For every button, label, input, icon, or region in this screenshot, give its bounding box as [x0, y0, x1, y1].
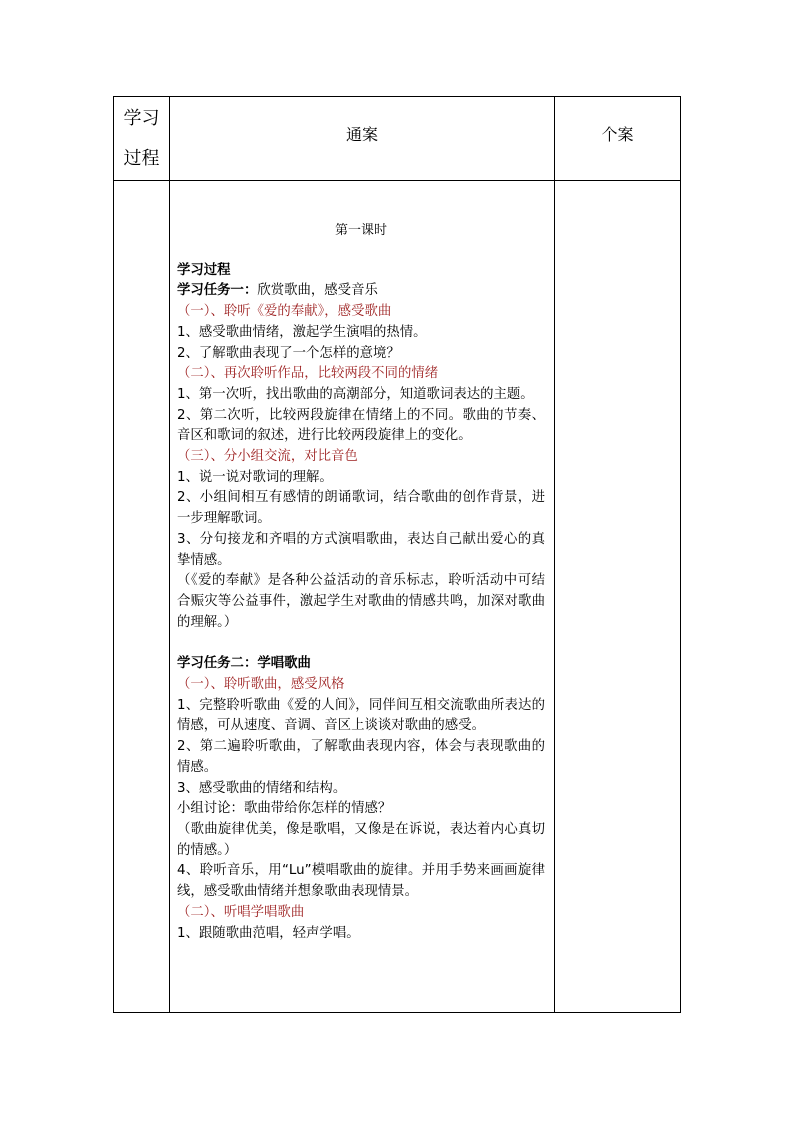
- general-plan-content: [177, 221, 545, 944]
- header-col1-line2: 过程: [123, 147, 160, 169]
- task1-part1-item-2: 2、了解歌曲表现了一个怎样的意境？: [177, 345, 400, 361]
- section-heading: 学习过程: [177, 262, 231, 278]
- task2-part1-discussion: 小组讨论：歌曲带给你怎样的情感？: [177, 801, 392, 817]
- header-col3-label: 个案: [601, 125, 634, 144]
- task1-part2-item-2: 2、第二次听，比较两段旋律在情绪上的不同。歌曲的节奏、音区和歌词的叙述，进行比较两段旋律上的变化。: [177, 407, 545, 444]
- task1-part1-item-1: 1、感受歌曲情绪，激起学生演唱的热情。: [177, 324, 427, 340]
- task1-part2-title: （二）、再次聆听作品，比较两段不同的情绪: [177, 366, 439, 382]
- header-cell-individual-plan: [555, 97, 681, 181]
- task2-part1-item-3: 3、感受歌曲的情绪和结构。: [177, 780, 347, 796]
- lesson-plan-table: [113, 96, 681, 1013]
- task2-part1-item-1: 1、完整聆听歌曲《爱的人间》，同伴间互相交流歌曲所表达的情感，可从速度、音调、音区上谈谈对歌曲的感受。: [177, 697, 545, 734]
- header-cell-learning-process: [114, 97, 170, 181]
- section-spacer: [177, 633, 545, 654]
- task2-heading: [177, 654, 545, 675]
- body-cell-individual-plan: [555, 181, 681, 1013]
- task2-part2-title: （二）、听唱学唱歌曲: [177, 904, 305, 920]
- task1-part3-item-2: 2、小组间相互有感情的朗诵歌词，结合歌曲的创作背景，进一步理解歌词。: [177, 490, 545, 527]
- task1-label: 学习任务一：: [177, 283, 258, 299]
- task1-part1-title: （一）、聆听《爱的奉献》，感受歌曲: [177, 304, 392, 320]
- task2-title: 学唱歌曲: [257, 656, 311, 672]
- task1-part3-item-3: 3、分句接龙和齐唱的方式演唱歌曲，表达自己献出爱心的真挚情感。: [177, 531, 545, 568]
- task2-part1-title: （一）、聆听歌曲，感受风格: [177, 677, 345, 693]
- task1-part2-item-1: 1、第一次听，找出歌曲的高潮部分，知道歌词表达的主题。: [177, 386, 534, 402]
- task2-part1-item-4: 4、聆听音乐，用“Lu”模唱歌曲的旋律。并用手势来画画旋律线，感受歌曲情绪并想象歌曲表现情景。: [177, 863, 545, 900]
- task1-part3-item-1: 1、说一说对歌词的理解。: [177, 469, 333, 485]
- header-cell-general-plan: [170, 97, 555, 181]
- body-cell-left: [114, 181, 170, 1013]
- task1-heading: [177, 281, 545, 302]
- lesson-title: 第一课时: [334, 223, 387, 238]
- body-cell-general-plan: [170, 181, 555, 1013]
- task2-part1-discussion-answer: （歌曲旋律优美，像是歌唱，又像是在诉说，表达着内心真切的情感。）: [177, 821, 545, 858]
- task1-title: 欣赏歌曲，感受音乐: [257, 283, 378, 299]
- task1-part3-note: （《爱的奉献》是各种公益活动的音乐标志，聆听活动中可结合赈灾等公益事件，激起学生对歌曲的情感共鸣，加深对歌曲的理解。）: [177, 573, 545, 630]
- header-col1-line1: 学习: [123, 107, 160, 129]
- table-header-row: [114, 97, 681, 181]
- task2-part2-item-1: 1、跟随歌曲范唱，轻声学唱。: [177, 925, 360, 941]
- task2-label: 学习任务二：: [177, 656, 258, 672]
- header-col2-label: 通案: [345, 125, 378, 144]
- task2-part1-item-2: 2、第二遍聆听歌曲，了解歌曲表现内容，体会与表现歌曲的情感。: [177, 739, 545, 775]
- task1-part3-title: （三）、分小组交流，对比音色: [177, 449, 358, 465]
- table-body-row: [114, 181, 681, 1013]
